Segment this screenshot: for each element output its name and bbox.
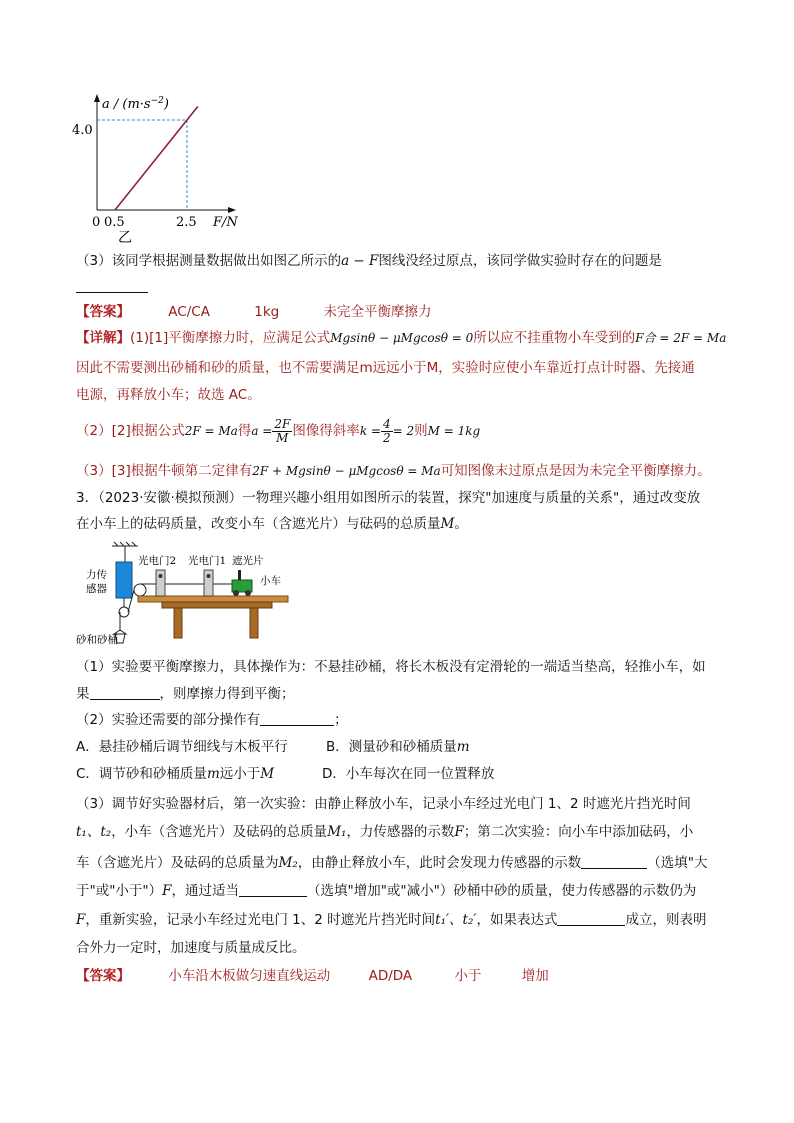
answer-blank-1[interactable] [90,685,160,700]
q3-p3-l5-b: ，如果表达式 [476,912,558,928]
q3-l2-m: M [440,516,455,532]
answer2-2: AD/DA [368,968,413,984]
answer2-4: 增加 [521,968,549,984]
board [138,596,288,602]
detail-l5-a: （3）[3]根据牛顿第二定律有 [76,463,253,479]
answer-blank-2[interactable] [260,711,334,726]
q3-p3-l2-m3: F [454,824,464,840]
option-b [326,737,470,757]
fraction2-numerator: 4 [382,416,391,431]
option-b-math: m [456,739,470,755]
detail-l4-a: （2）[2]根据公式 [76,423,185,439]
detail-l5-math: 2F + Mgsinθ − μMgcosθ = Ma [252,464,441,478]
detail-l4-m1: 2F = Ma [184,424,238,438]
q3-p3-l2-c: ；第二次实验：向小车中添加砝码，小 [463,824,694,840]
q3-part3-line-5 [76,910,706,930]
answer-blank-4[interactable] [239,882,307,897]
q3-part3-line-6: 合外力一定时，加速度与质量成反比。 [76,940,306,956]
detail-tag: 【详解】 [76,330,130,346]
q3-part3-line-3 [76,853,707,873]
detail-l4-m4: = 2 [392,424,415,438]
detail-line-4 [76,416,480,446]
answer-2: 1kg [254,304,280,320]
detail-line-2: 因此不需要测出砂桶和砂的质量，也不需要满足m远远小于M，实验时应使小车靠近打点计时器、先接通 [76,360,695,376]
x-axis-arrow [228,207,236,213]
answer2-1: 小车沿木板做匀速直线运动 [168,968,331,984]
q2-part3-math: a − F [341,253,379,269]
answer-blank-5[interactable] [557,911,625,926]
y-axis-label-close: ) [163,97,169,112]
q3-p3-l5-c: 成立，则表明 [625,912,707,928]
q3-p3-l3-b: ，由静止释放小车，此时会发现力传感器的示数 [297,855,582,871]
option-c-a: C．调节砂和砂桶质量 [76,766,207,782]
q3-p2-end: ； [334,712,348,728]
detail-l4-d: 则 [414,423,428,439]
x-axis-label: F/N [213,215,238,230]
y-axis-label [102,96,169,112]
fraction-2f-m [272,418,292,445]
option-a: A．悬挂砂桶后调节细线与木板平行 [76,739,288,755]
graph-caption: 乙 [118,230,132,245]
detail-l4-m5: M = 1kg [427,424,481,438]
q3-p3-l5-m2: t₁′、t₂′ [435,912,477,928]
q2-part3-b: 图线没经过原点，该同学做实验时存在的问题是 [378,253,662,269]
apparatus-diagram [76,540,296,655]
q3-part3-line-2 [76,822,693,842]
detail-l4-m2: a = [251,424,273,438]
q3-line-1: 3．（2023·安徽·模拟预测）一物理兴趣小组用如图所示的装置，探究"加速度与质量的关系"，通过改变放 [76,490,701,506]
ceiling-hatch [112,542,138,546]
q2-part3-a: （3）该同学根据测量数据做出如图乙所示的 [76,253,342,269]
q2-part3-blank[interactable] [76,278,148,293]
option-c [76,764,274,784]
answer-blank-3[interactable] [581,854,647,869]
q3-p3-l5-a: ，重新实验，记录小车经过光电门 1、2 时遮光片挡光时间 [85,912,436,928]
label-gate1: 光电门1 [188,555,227,567]
fraction-denominator: M [276,430,289,445]
q3-part2-line [76,710,348,730]
label-sensor-2: 感器 [86,583,107,595]
label-bucket: 砂和砂桶 [76,634,118,646]
x-tick-label-2: 2.5 [176,215,197,230]
q3-part1-line-2 [76,684,295,704]
detail-line-3: 电源，再释放小车；故选 AC。 [76,387,261,403]
data-series-line [115,107,198,211]
q3-p3-l4-b: ，通过适当 [171,883,240,899]
q3-part3-line-4 [76,881,696,901]
q3-l2-b: 。 [454,516,468,532]
q3-line-2 [76,514,468,534]
detail-l1-a: (1)[1]平衡摩擦力时，应满足公式 [130,330,331,346]
q3-l2-a: 在小车上的砝码质量，改变小车（含遮光片）与砝码的总质量 [76,516,441,532]
q3-p3-l3-m: M₂ [278,855,298,871]
detail-l1-math: Mgsinθ − μMgcosθ = 0 [330,331,474,345]
x-tick-label-1: 0.5 [104,215,125,230]
label-car: 小车 [260,575,281,587]
y-tick-label: 4.0 [72,123,93,138]
q3-p3-l2-b: ，力传感器的示数 [346,824,455,840]
table-top [162,602,272,608]
shade-plate [238,570,241,580]
detail-l1-math2: F合 = 2F = Ma [635,331,727,345]
q3-part1-line-1: （1）实验要平衡摩擦力，具体操作为：不悬挂砂桶，将长木板没有定滑轮的一端适当垫高，轻推小车，如 [76,659,706,675]
detail-line-1 [76,328,726,348]
fraction-numerator: 2F [274,416,291,431]
detail-l5-b: 可知图像末过原点是因为未完全平衡摩擦力。 [440,463,711,479]
detail-l4-b: 得 [237,423,252,439]
q2-part3-text [76,251,662,271]
fraction2-denominator: 2 [382,430,391,445]
q3-p3-l2-a: ，小车（含遮光片）及砝码的总质量 [111,824,328,840]
q3-p3-l2-m2: M₁ [327,824,347,840]
q3-p3-l3-a: 车（含遮光片）及砝码的总质量为 [76,855,279,871]
q3-p3-l5-m: F [76,912,86,928]
table-pulley [134,584,146,596]
detail-l4-m3: k = [359,424,381,438]
detail-line-5 [76,461,711,481]
q3-p3-l4-a: 于"或"小于"） [76,883,163,899]
answer2-3: 小于 [454,968,482,984]
answer2-tag: 【答案】 [76,968,130,984]
table-leg-left [174,608,182,638]
fraction-4-2 [381,418,393,445]
answer-3: 未完全平衡摩擦力 [323,304,432,320]
a-f-graph [70,90,270,245]
q3-part3-line-1: （3）调节好实验器材后，第一次实验：由静止释放小车，记录小车经过光电门 1、2 时遮光片挡光时间 [76,796,691,812]
y-axis-label-sup: −2 [150,96,164,106]
answer-tag: 【答案】 [76,304,130,320]
answer-row-2 [76,966,549,986]
q3-p2-text: （2）实验还需要的部分操作有 [76,712,261,728]
origin-label: 0 [92,215,101,230]
label-gate2: 光电门2 [138,555,177,567]
option-c-m2: M [260,766,275,782]
table-leg-right [250,608,258,638]
q3-p3-l2-m: t₁、t₂ [76,824,112,840]
q3-p3-l3-c: （选填"大 [647,855,708,871]
detail-l4-c: 图像得斜率 [292,423,360,439]
q3-p1-l2-b: ，则摩擦力得到平衡； [159,686,295,702]
option-c-b: 远小于 [219,766,261,782]
q3-p3-l4-c: （选填"增加"或"减小"）砂桶中砂的质量，使力传感器的示数仍为 [307,883,697,899]
y-axis-arrow [94,94,100,102]
detail-l1-b: 所以应不挂重物小车受到的 [473,330,636,346]
answer-1: AC/CA [168,304,210,320]
answer-row-1 [76,302,432,322]
option-d: D．小车每次在同一位置释放 [322,766,495,782]
photogate-1 [204,570,213,596]
label-shade: 遮光片 [232,555,264,567]
force-sensor [116,562,132,598]
q3-p3-l4-m: F [162,883,172,899]
label-sensor-1: 力传 [86,569,107,581]
option-c-m: m [206,766,220,782]
q3-p1-l2-a: 果 [76,686,90,702]
option-b-text: B．测量砂和砂桶质量 [326,739,457,755]
y-axis-label-main: a / (m·s [102,97,151,112]
photogate-2 [156,570,165,596]
